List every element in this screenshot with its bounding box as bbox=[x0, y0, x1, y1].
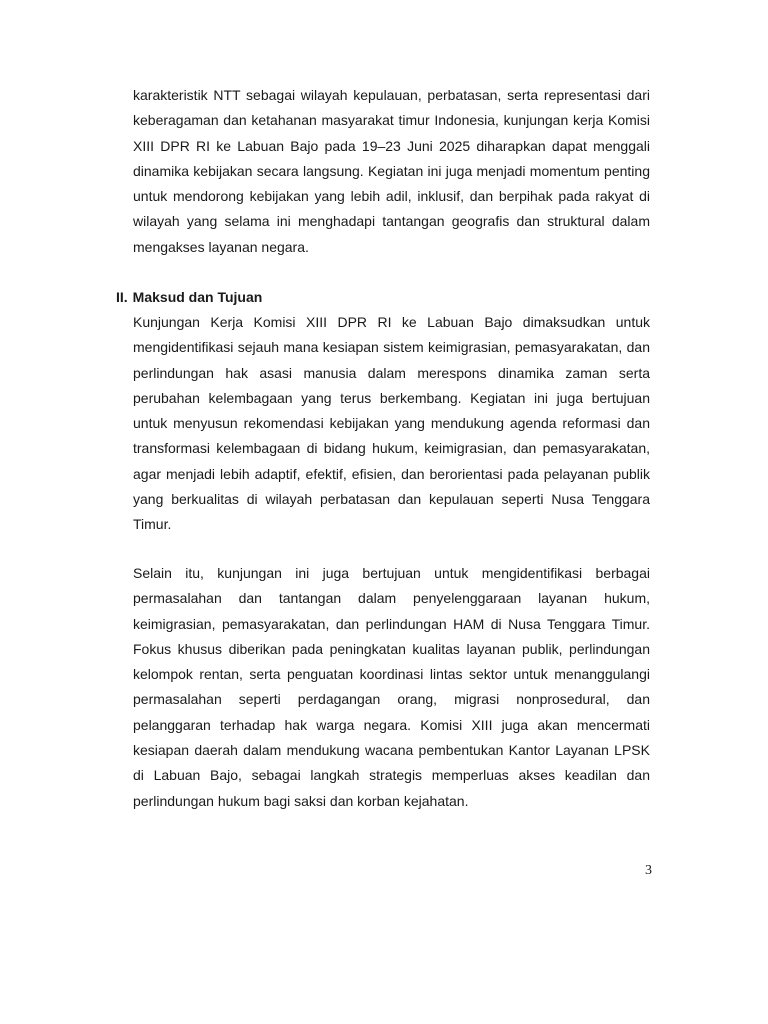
section-number: II. bbox=[116, 289, 128, 305]
page-number: 3 bbox=[645, 863, 652, 878]
section-title: Maksud dan Tujuan bbox=[132, 289, 263, 305]
section-paragraph-1: Kunjungan Kerja Komisi XIII DPR RI ke Labuan Bajo dimaksudkan untuk mengidentifikasi sejauh mana kesiapan sistem keimigrasian, pemasyarakatan, dan perlindungan hak asasi manusia dalam merespons dinamika zaman serta perubahan kelembagaan yang terus berkembang. Kegiatan ini juga bertujuan untuk menyusun rekomendasi kebijakan yang mendukung agenda reformasi dan transformasi kelembagaan di bidang hukum, keimigrasian, dan pemasyarakatan, agar menjadi lebih adaptif, efektif, efisien, dan berorientasi pada pelayanan publik yang berkualitas di wilayah perbatasan dan kepulauan seperti Nusa Tenggara Timur. bbox=[133, 314, 650, 533]
section-heading bbox=[116, 286, 262, 308]
intro-paragraph-continued: karakteristik NTT sebagai wilayah kepulauan, perbatasan, serta representasi dari keberagaman dan ketahanan masyarakat timur Indonesia, kunjungan kerja Komisi XIII DPR RI ke Labuan Bajo pada 19–23 Juni 2025 diharapkan dapat menggali dinamika kebijakan secara langsung. Kegiatan ini juga menjadi momentum penting untuk mendorong kebijakan yang lebih adil, inklusif, dan berpihak pada rakyat di wilayah yang selama ini menghadapi tantangan geografis dan struktural dalam mengakses layanan negara. bbox=[133, 87, 650, 255]
section-paragraph-2: Selain itu, kunjungan ini juga bertujuan untuk mengidentifikasi berbagai permasalahan dan tantangan dalam penyelenggaraan layanan hukum, keimigrasian, pemasyarakatan, dan perlindungan HAM di Nusa Tenggara Timur. Fokus khusus diberikan pada peningkatan kualitas layanan publik, perlindungan kelompok rentan, serta penguatan koordinasi lintas sektor untuk menanggulangi permasalahan seperti perdagangan orang, migrasi nonprosedural, dan pelanggaran terhadap hak warga negara. Komisi XIII juga akan mencermati kesiapan daerah dalam mendukung wacana pembentukan Kantor Layanan LPSK di Labuan Bajo, sebagai langkah strategis memperluas akses keadilan dan perlindungan hukum bagi saksi dan korban kejahatan. bbox=[133, 565, 650, 809]
